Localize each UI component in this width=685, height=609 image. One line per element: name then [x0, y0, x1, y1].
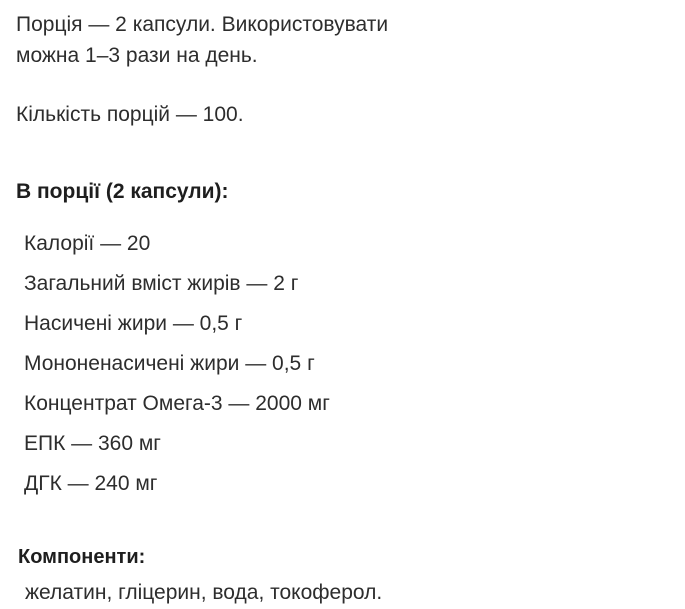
per-serving-heading: В порції (2 капсули): — [16, 180, 229, 203]
dosage-text-line-2: можна 1–3 рази на день. — [16, 44, 258, 67]
nutrient-item-total-fat: Загальний вміст жирів — 2 г — [24, 272, 299, 295]
nutrient-list — [24, 231, 330, 511]
nutrient-item-omega3-concentrate: Концентрат Омега-3 — 2000 мг — [24, 392, 330, 415]
servings-count-text: Кількість порцій — 100. — [16, 103, 244, 126]
nutrient-item-saturated-fat: Насичені жири — 0,5 г — [24, 312, 243, 335]
dosage-text-line-1: Порція — 2 капсули. Використовувати — [16, 13, 389, 36]
nutrient-item-calories: Калорії — 20 — [24, 232, 151, 255]
components-heading: Компоненти: — [18, 546, 146, 568]
nutrient-item-dha: ДГК — 240 мг — [24, 472, 158, 495]
nutrient-item-epa: ЕПК — 360 мг — [24, 432, 161, 455]
nutrient-item-monounsaturated-fat: Мононенасичені жири — 0,5 г — [24, 352, 315, 375]
components-text: желатин, гліцерин, вода, токоферол. — [25, 581, 383, 604]
